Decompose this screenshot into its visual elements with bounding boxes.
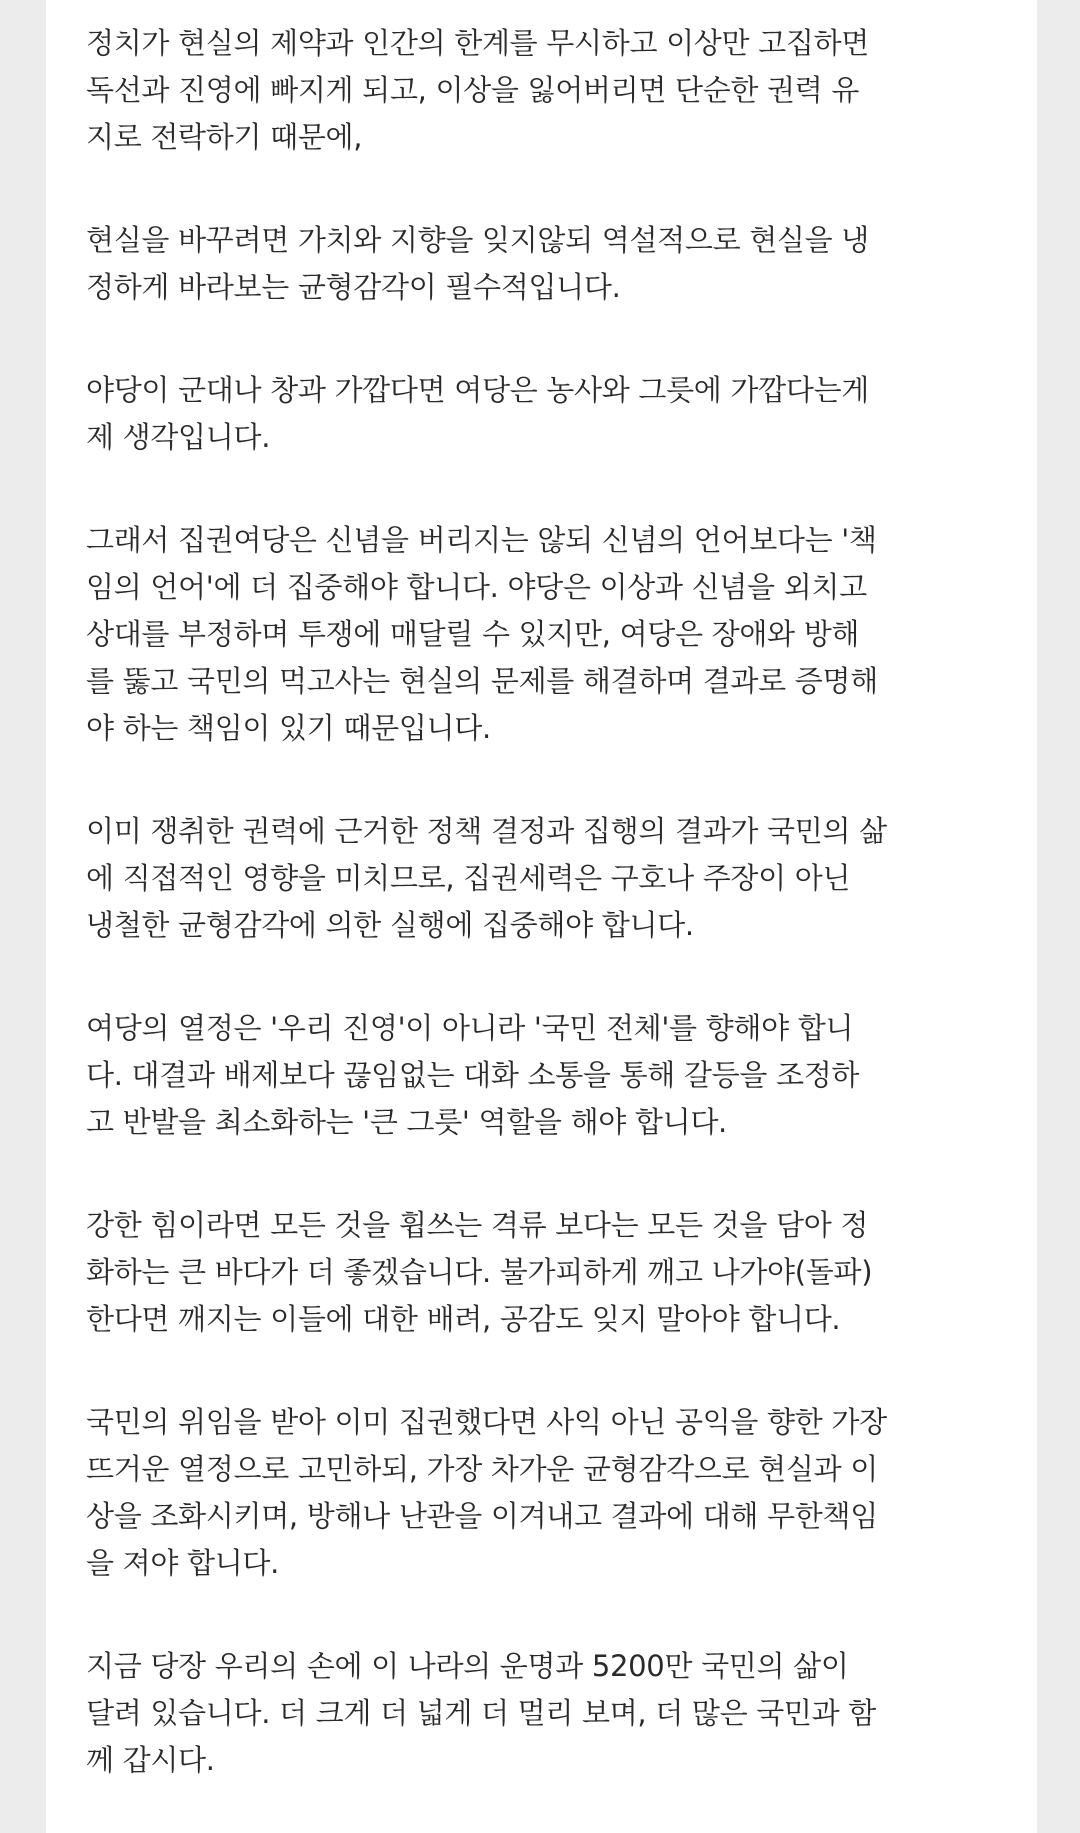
paragraph: 정치가 현실의 제약과 인간의 한계를 무시하고 이상만 고집하면 독선과 진영에 빠지게 되고, 이상을 잃어버리면 단순한 권력 유 지로 전락하기 때문에, (86, 26, 869, 154)
paragraph: 이미 쟁취한 권력에 근거한 정책 결정과 집행의 결과가 국민의 삶 에 직접적인 영향을 미치므로, 집권세력은 구호나 주장이 아닌 냉철한 균형감각에 의한 실행에 집중해야 합니다. (86, 814, 887, 942)
paragraph: 현실을 바꾸려면 가치와 지향을 잊지않되 역설적으로 현실을 냉 정하게 바라보는 균형감각이 필수적입니다. (86, 223, 869, 304)
paragraph: 야당이 군대나 창과 가깝다면 여당은 농사와 그릇에 가깝다는게 제 생각입니다. (86, 373, 869, 454)
paragraph: 지금 당장 우리의 손에 이 나라의 운명과 5200만 국민의 삶이 달려 있습니다. 더 크게 더 넓게 더 멀리 보며, 더 많은 국민과 함 께 갑시다. (86, 1649, 876, 1777)
paragraph: 국민의 위임을 받아 이미 집권했다면 사익 아닌 공익을 향한 가장 뜨거운 열정으로 고민하되, 가장 차가운 균형감각으로 현실과 이 상을 조화시키며, 방해나 난관을 이겨내고 결과에 대해 무한책임 을 져야 합니다. (86, 1405, 887, 1580)
post-body (86, 20, 1016, 1833)
paragraph: 그래서 집권여당은 신념을 버리지는 않되 신념의 언어보다는 '책 임의 언어'에 더 집중해야 합니다. 야당은 이상과 신념을 외치고 상대를 부정하며 투쟁에 매달릴 수 있지만, 여당은 장애와 방해 를 뚫고 국민의 먹고사는 현실의 문제를 해결하며 결과로 증명해 야 하는 책임이 있기 때문입니다. (86, 523, 878, 745)
post-page (46, 0, 1037, 1833)
paragraph: 강한 힘이라면 모든 것을 휩쓰는 격류 보다는 모든 것을 담아 정 화하는 큰 바다가 더 좋겠습니다. 불가피하게 깨고 나가야(돌파) 한다면 깨지는 이들에 대한 배려, 공감도 잊지 말아야 합니다. (86, 1208, 873, 1336)
paragraph: 여당의 열정은 '우리 진영'이 아니라 '국민 전체'를 향해야 합니 다. 대결과 배제보다 끊임없는 대화 소통을 통해 갈등을 조정하 고 반발을 최소화하는 '큰 그릇' 역할을 해야 합니다. (86, 1011, 860, 1139)
